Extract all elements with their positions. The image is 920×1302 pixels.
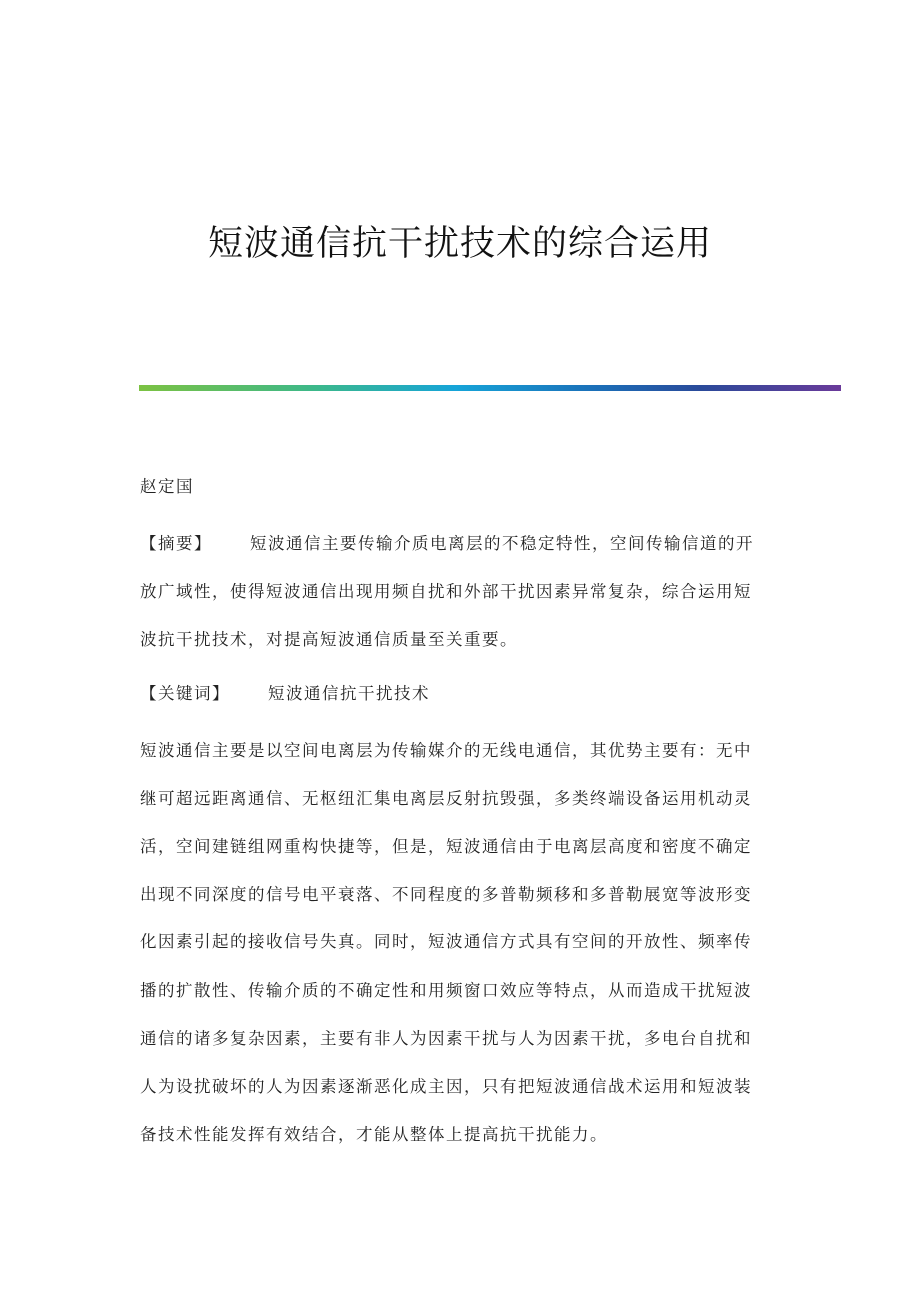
body-line: 短波通信主要是以空间电离层为传输媒介的无线电通信，其优势主要有：无中 [140,741,752,760]
body-line: 出现不同深度的信号电平衰落、不同程度的多普勒频移和多普勒展宽等波形变 [140,885,752,904]
abstract-text: 短波通信主要传输介质电离层的不稳定特性，空间传输信道的开 [250,534,754,553]
keywords-value: 短波通信抗干扰技术 [268,684,430,703]
body-line: 通信的诸多复杂因素，主要有非人为因素干扰与人为因素干扰，多电台自扰和 [140,1029,752,1048]
body-line: 活，空间建链组网重构快捷等，但是，短波通信由于电离层高度和密度不确定 [140,837,752,856]
keywords-line [140,680,430,704]
abstract-line: 放广域性，使得短波通信出现用频自扰和外部干扰因素异常复杂，综合运用短 [140,582,752,601]
abstract-line: 波抗干扰技术，对提高短波通信质量至关重要。 [140,630,518,649]
gradient-divider [139,385,841,391]
body-line: 人为设扰破坏的人为因素逐渐恶化成主因，只有把短波通信战术运用和短波装 [140,1077,752,1096]
author: 赵定国 [140,477,194,496]
keywords-label: 【关键词】 [140,684,230,703]
body-line: 备技术性能发挥有效结合，才能从整体上提高抗干扰能力。 [140,1125,608,1144]
body-line: 化因素引起的接收信号失真。同时，短波通信方式具有空间的开放性、频率传 [140,932,752,951]
document-title: 短波通信抗干扰技术的综合运用 [207,224,712,264]
body-line: 播的扩散性、传输介质的不确定性和用频窗口效应等特点，从而造成干扰短波 [140,981,752,1000]
abstract-line [140,530,754,554]
abstract-label: 【摘要】 [140,534,212,553]
body-line: 继可超远距离通信、无枢纽汇集电离层反射抗毁强，多类终端设备运用机动灵 [140,789,752,808]
